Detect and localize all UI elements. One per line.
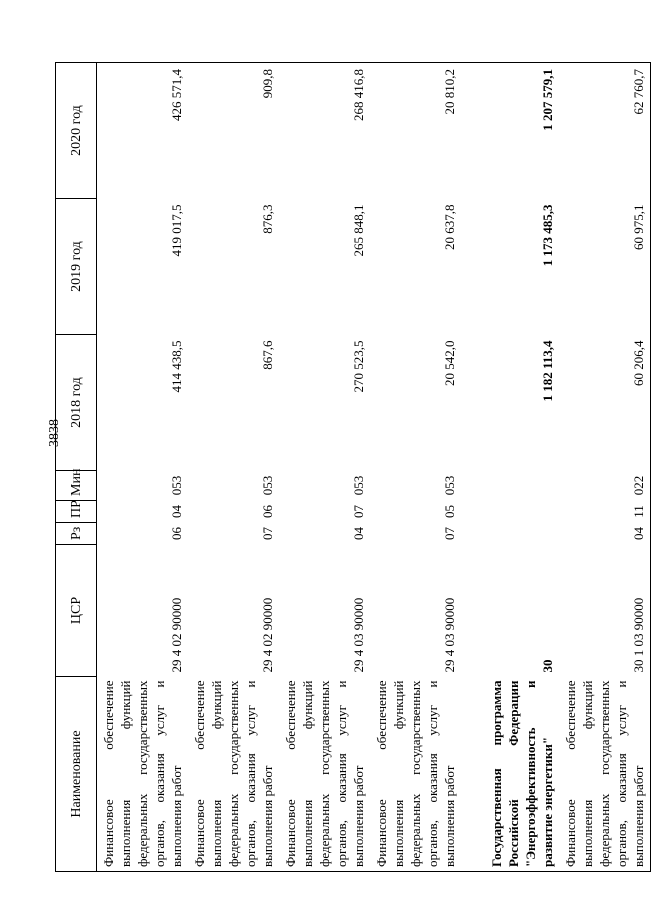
cell-name: Государственная программа Российской Федерации "Энергоэффективность и развитие энергетики": [461, 677, 559, 872]
cell-name: Финансовое обеспечение выполнения функций федеральных государственных органов, оказания услуг и выполнения работ: [97, 677, 189, 872]
cell-csr: 29 4 03 90000: [442, 597, 457, 673]
cell-rz: 07: [442, 527, 457, 540]
cell-2020: 20 810,2: [370, 63, 461, 199]
cell-name: Финансовое обеспечение выполнения функций федеральных государственных органов, оказания услуг и выполнения работ: [559, 677, 651, 872]
header-rz: Рз: [56, 523, 97, 545]
cell-name: Финансовое обеспечение выполнения функций федеральных государственных органов, оказания услуг и выполнения работ: [279, 677, 370, 872]
cell-rz: [461, 523, 559, 545]
cell-pr: 05: [442, 505, 457, 518]
page-number: 3838: [47, 419, 62, 447]
cell-2019: 419 017,5: [169, 204, 184, 257]
cell-min: 053: [351, 475, 366, 496]
cell-pr: [461, 501, 559, 523]
cell-2020: 62 760,7: [559, 63, 651, 199]
cell-2018: 270 523,5: [351, 340, 366, 393]
budget-table: [55, 62, 651, 872]
cell-pr: 06: [260, 505, 275, 518]
cell-2019: 265 848,1: [351, 204, 366, 257]
cell-2020: 1 207 579,1: [461, 63, 559, 199]
cell-2019: 1 173 485,3: [540, 204, 555, 267]
cell-rz: 07: [260, 527, 275, 540]
cell-2018: 867,6: [260, 340, 275, 370]
cell-csr: 30 1 03 90000: [559, 545, 651, 677]
cell-min: 022: [559, 471, 651, 501]
cell-pr: 07: [351, 505, 366, 518]
cell-2020: 909,8: [188, 63, 279, 199]
header-csr: ЦСР: [56, 545, 97, 677]
cell-min: 053: [442, 475, 457, 496]
header-2020: 2020 год: [56, 63, 97, 199]
cell-rz: 04: [351, 527, 366, 540]
cell-2018: 1 182 113,4: [540, 340, 555, 402]
header-min: Мин: [56, 471, 97, 501]
cell-min: [461, 471, 559, 501]
cell-min: 053: [169, 475, 184, 496]
header-pr: ПР: [56, 501, 97, 523]
cell-name: Финансовое обеспечение выполнения функций федеральных государственных органов, оказания услуг и выполнения работ: [370, 677, 461, 872]
cell-2019: 20 637,8: [442, 204, 457, 250]
cell-2018: 414 438,5: [169, 340, 184, 393]
cell-rz: 04: [559, 523, 651, 545]
table-row-program: [461, 63, 559, 872]
header-name: Наименование: [56, 677, 97, 872]
cell-2018: 20 542,0: [442, 340, 457, 386]
cell-csr: 30: [540, 659, 555, 673]
cell-2019: 876,3: [260, 204, 275, 234]
cell-2019: 60 975,1: [559, 199, 651, 335]
budget-table-rotated: [55, 62, 646, 872]
cell-name: Финансовое обеспечение выполнения функций федеральных государственных органов, оказания услуг и выполнения работ: [188, 677, 279, 872]
table-row: [97, 63, 189, 872]
table-header-row: [56, 63, 97, 872]
header-2019: 2019 год: [56, 199, 97, 335]
header-2018: 2018 год: [56, 335, 97, 471]
table-row: [188, 63, 279, 872]
cell-rz: 06: [169, 527, 184, 540]
table-row: [559, 63, 651, 872]
cell-2018: 60 206,4: [559, 335, 651, 471]
table-row: [370, 63, 461, 872]
cell-2020: 426 571,4: [97, 63, 189, 199]
cell-csr: 29 4 03 90000: [351, 597, 366, 673]
table-row: [279, 63, 370, 872]
cell-csr: 29 4 02 90000: [260, 597, 275, 673]
cell-2020: 268 416,8: [279, 63, 370, 199]
cell-pr: 11: [559, 501, 651, 523]
cell-pr: 04: [169, 505, 184, 518]
cell-csr: 29 4 02 90000: [169, 597, 184, 673]
cell-min: 053: [260, 475, 275, 496]
